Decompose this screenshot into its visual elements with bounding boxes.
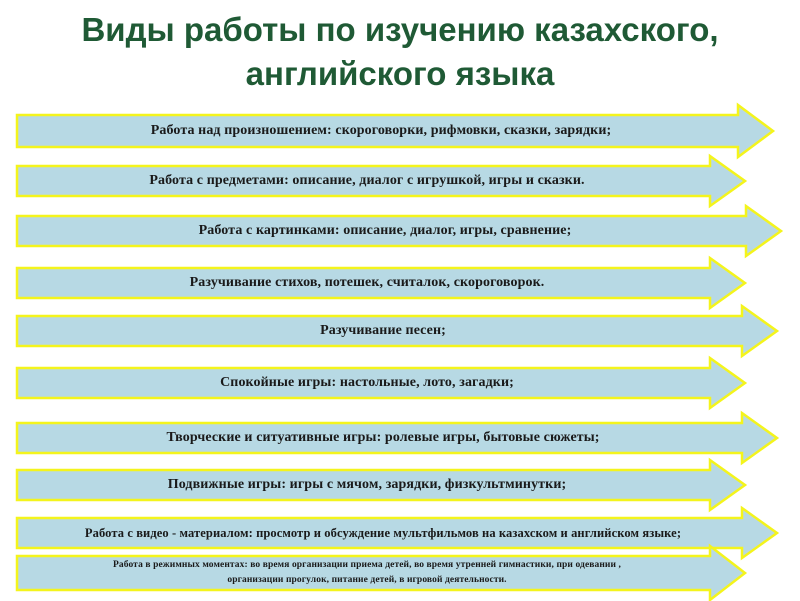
title-line-2: английского языка xyxy=(245,55,555,92)
arrow-item-objects xyxy=(16,155,746,207)
arrow-item-creative-games xyxy=(16,412,778,464)
arrow-item-pictures xyxy=(16,205,782,257)
arrow-label: Подвижные игры: игры с мячом, зарядки, физкультминутки; xyxy=(167,477,567,492)
arrow-label: Работа с видео - материалом: просмотр и обсуждение мультфильмов на казахском и английском языке; xyxy=(84,525,682,540)
arrow-label: Разучивание песен; xyxy=(320,323,446,338)
arrow-label-line-1: Работа в режимных моментах: во время организации приема детей, во время утренней гимнастики, при одевании , xyxy=(112,560,622,570)
arrow-label: Спокойные игры: настольные, лото, загадки; xyxy=(220,375,514,390)
page-title xyxy=(0,8,800,96)
arrow-label xyxy=(16,268,718,298)
arrow-item-routine xyxy=(16,545,746,601)
arrow-label-line-2: организации прогулок, питание детей, в игровой деятельности. xyxy=(227,575,507,585)
arrow-item-poems xyxy=(16,257,746,309)
arrow-item-pronunciation xyxy=(16,104,774,158)
arrow-label: Работа с картинками: описание, диалог, игры, сравнение; xyxy=(198,223,572,238)
arrow-label: Работа с предметами: описание, диалог с игрушкой, игры и сказки. xyxy=(149,173,585,188)
arrow-item-songs xyxy=(16,305,778,357)
arrow-label: Работа над произношением: скороговорки, рифмовки, сказки, зарядки; xyxy=(150,123,612,138)
arrow-label: Творческие и ситуативные игры: ролевые игры, бытовые сюжеты; xyxy=(166,430,600,445)
arrow-item-outdoor-games xyxy=(16,459,746,511)
arrow-label xyxy=(16,556,718,590)
arrow-label-text: Разучивание стихов, потешек, считалок, скороговорок. xyxy=(189,275,545,290)
title-line-1: Виды работы по изучению казахского, xyxy=(81,11,719,48)
arrow-item-calm-games xyxy=(16,357,746,409)
